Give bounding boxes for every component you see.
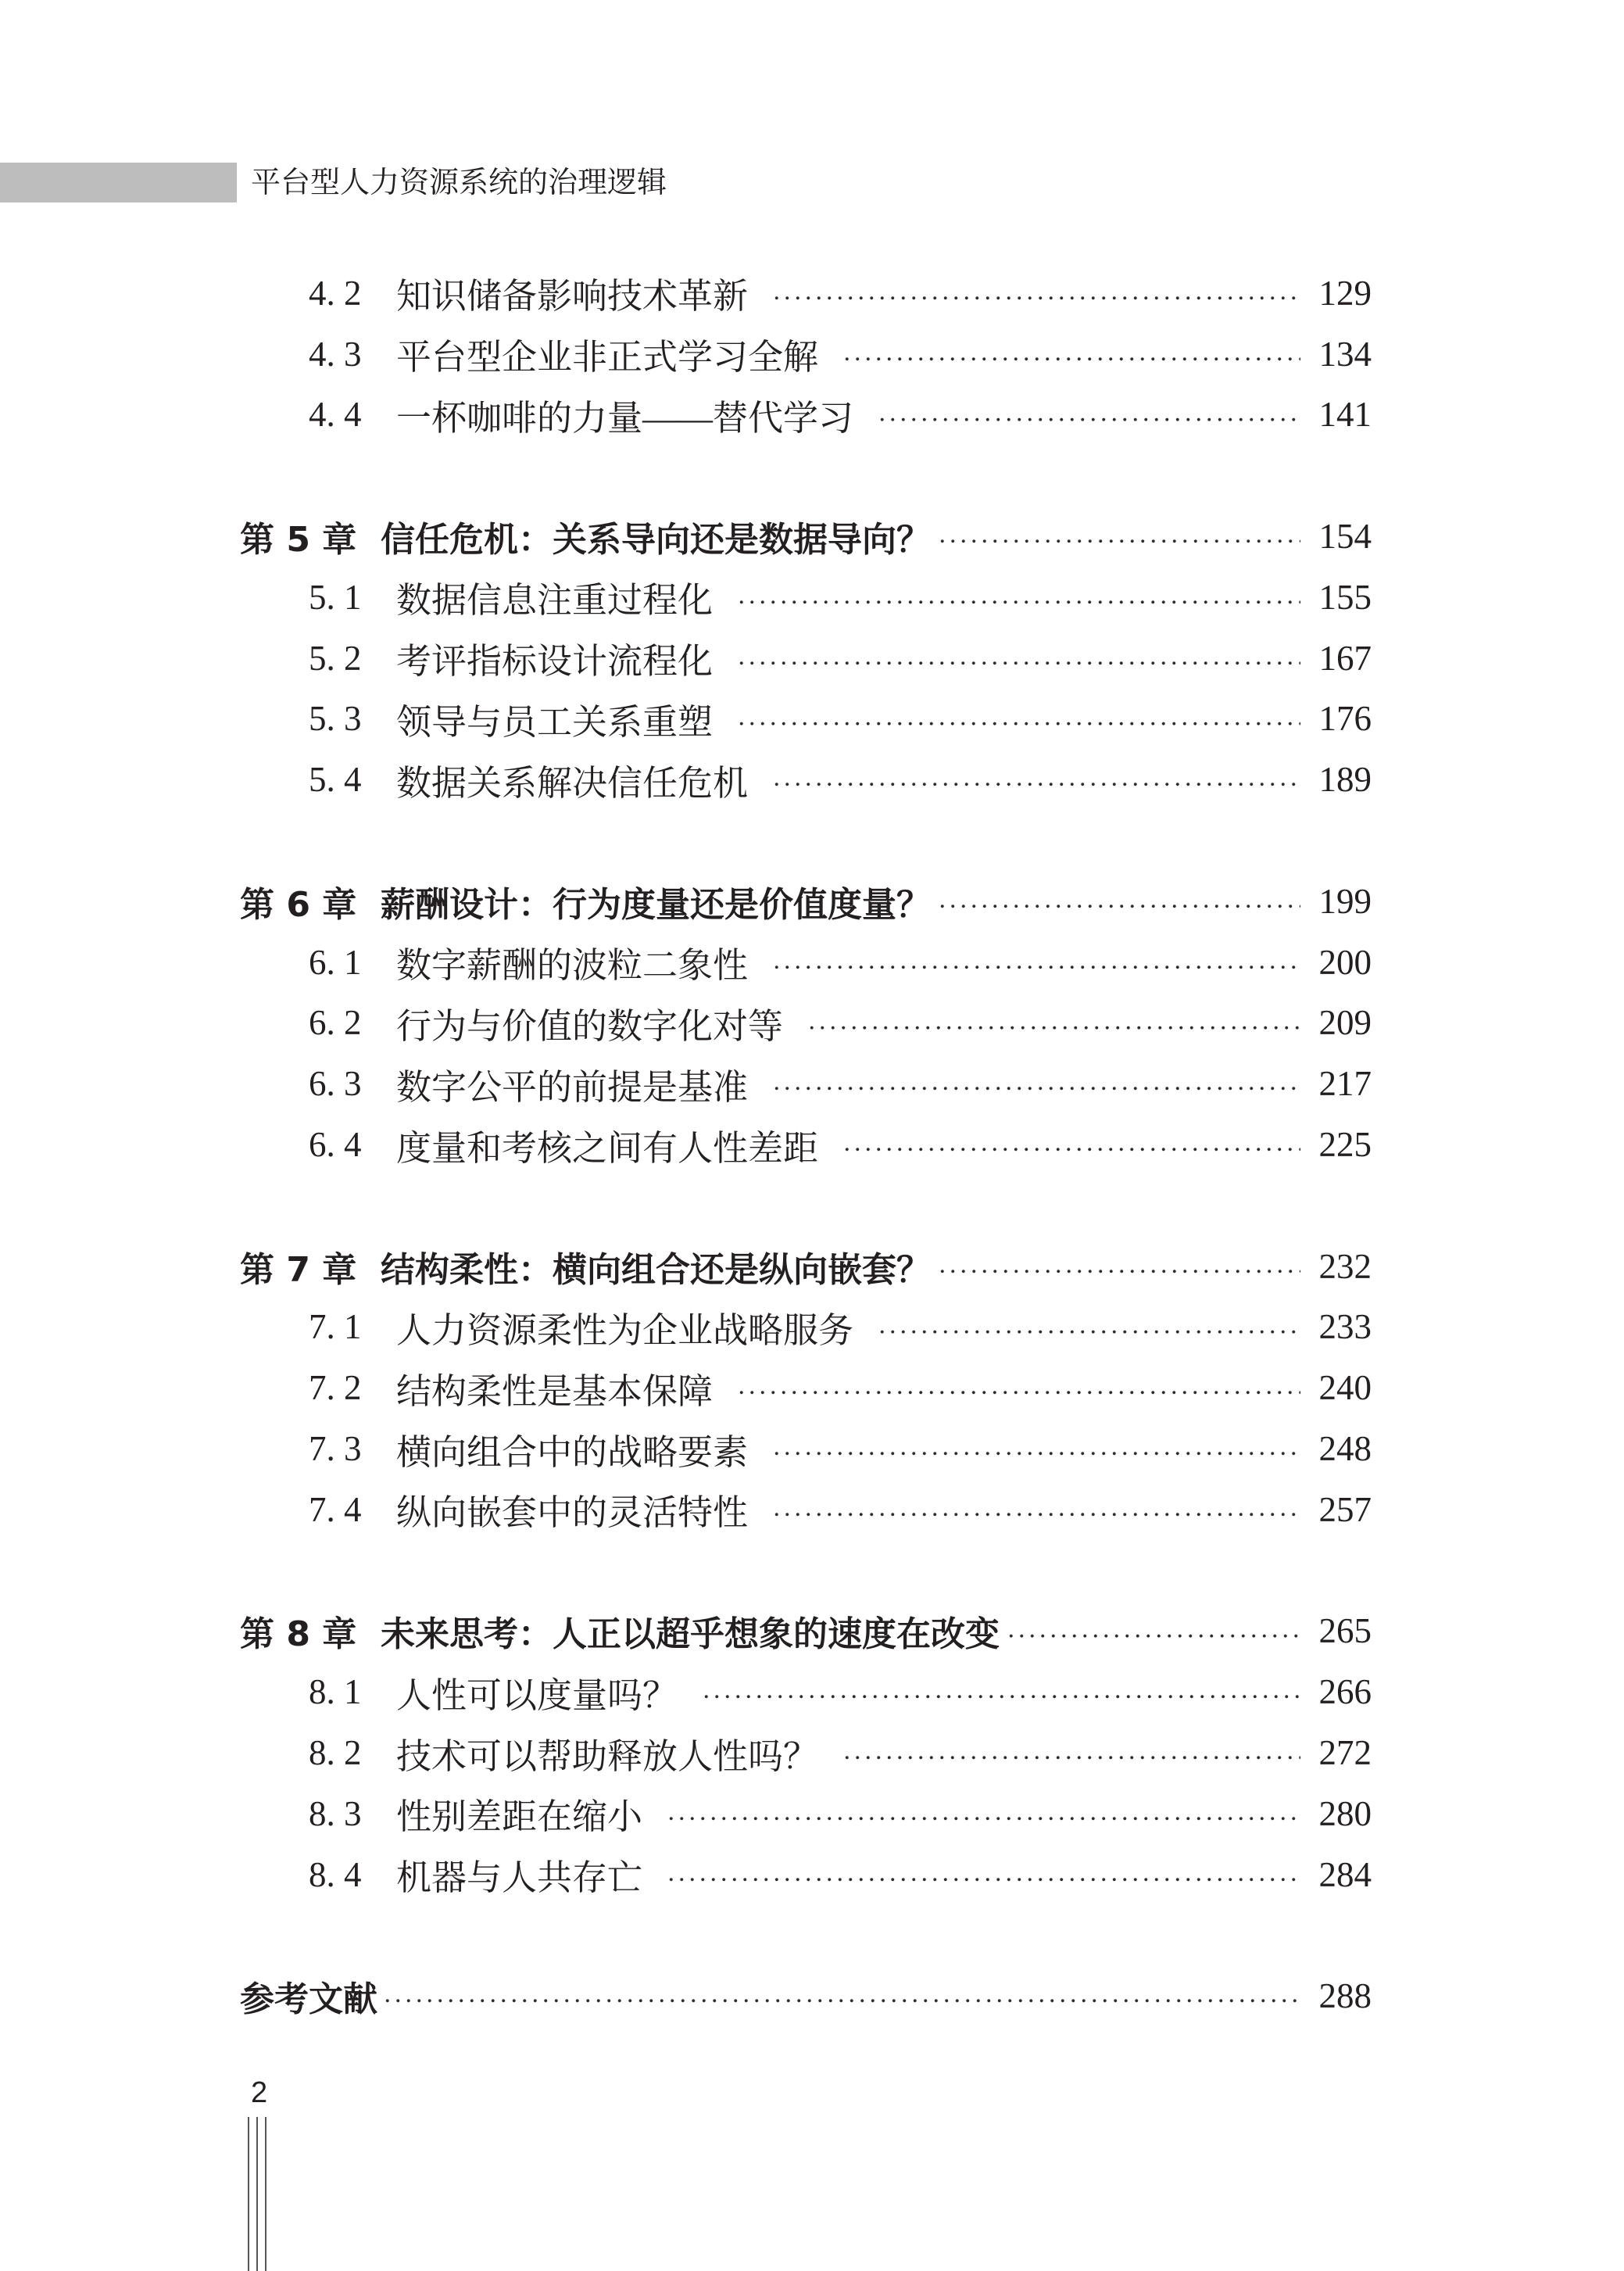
section-title: 人性可以度量吗？ [396, 1675, 678, 1715]
section-number: 7. 2 [309, 1368, 362, 1408]
dot-leader [842, 1722, 1300, 1783]
toc-entry-7-4 [0, 1479, 1372, 1540]
section-number: 6. 3 [309, 1064, 362, 1104]
dot-leader [736, 628, 1300, 689]
toc-entry-8-3 [0, 1783, 1372, 1844]
toc-entry-5-4 [0, 749, 1372, 810]
toc-chapter-7 [0, 1236, 1372, 1297]
dot-leader [771, 1053, 1300, 1114]
page-number: 257 [1318, 1489, 1372, 1529]
page-number: 199 [1318, 881, 1372, 921]
section-number: 4. 3 [309, 334, 362, 374]
toc-group-chapter-4-continued [0, 263, 1372, 445]
dot-leader [701, 1661, 1300, 1722]
chapter-label: 第 7 章 [240, 1249, 357, 1290]
section-number: 5. 1 [309, 577, 362, 617]
section-title: 纵向嵌套中的灵活特性 [396, 1493, 749, 1533]
page-number: 248 [1318, 1429, 1372, 1469]
page-number: 200 [1318, 942, 1372, 982]
dot-leader [771, 263, 1300, 324]
section-number: 6. 2 [309, 1003, 362, 1043]
edge-line-decoration [248, 2117, 249, 2271]
toc-entry-4-2 [0, 263, 1372, 324]
dot-leader [771, 932, 1300, 993]
dot-leader [771, 1418, 1300, 1479]
page-number: 280 [1318, 1793, 1372, 1833]
section-number: 7. 3 [309, 1429, 362, 1469]
toc-entry-8-4 [0, 1844, 1372, 1905]
chapter-label: 第 5 章 [240, 520, 357, 561]
dot-leader [771, 1479, 1300, 1540]
running-title: 平台型人力资源系统的治理逻辑 [251, 165, 667, 199]
section-title: 数字公平的前提是基准 [396, 1067, 749, 1107]
dot-leader [877, 385, 1300, 446]
page-number: 129 [1318, 273, 1372, 313]
page-number: 232 [1318, 1246, 1372, 1286]
page-number: 167 [1318, 638, 1372, 678]
toc-entry-8-1 [0, 1661, 1372, 1722]
edge-line-decoration [256, 2117, 258, 2271]
dot-leader [937, 871, 1300, 932]
section-title: 数字薪酬的波粒二象性 [396, 946, 749, 986]
section-title: 度量和考核之间有人性差距 [396, 1128, 819, 1168]
section-number: 4. 4 [309, 395, 362, 435]
toc-entry-7-3 [0, 1418, 1372, 1479]
toc-entry-5-3 [0, 689, 1372, 750]
chapter-title: 未来思考：人正以超乎想象的速度在改变 [381, 1614, 1000, 1655]
dot-leader [807, 993, 1300, 1054]
page-number: 288 [1318, 1976, 1372, 2016]
dot-leader [937, 506, 1300, 567]
toc-chapter-6 [0, 871, 1372, 932]
chapter-label: 第 8 章 [240, 1614, 357, 1655]
page-number: 272 [1318, 1733, 1372, 1773]
section-title: 数据信息注重过程化 [396, 581, 714, 621]
section-title: 平台型企业非正式学习全解 [396, 338, 819, 378]
section-title: 行为与价值的数字化对等 [396, 1006, 784, 1046]
page-number: 284 [1318, 1854, 1372, 1894]
dot-leader [666, 1783, 1300, 1844]
toc-entry-8-2 [0, 1722, 1372, 1783]
page-number: 225 [1318, 1125, 1372, 1165]
dot-leader [736, 1357, 1300, 1418]
chapter-title: 薪酬设计：行为度量还是价值度量？ [381, 884, 931, 925]
page-number: 217 [1318, 1064, 1372, 1104]
page-number: 189 [1318, 760, 1372, 800]
page-number: 266 [1318, 1672, 1372, 1712]
page-number: 233 [1318, 1307, 1372, 1347]
dot-leader [771, 749, 1300, 810]
toc-group-chapter-7 [0, 1236, 1372, 1540]
section-title: 考评指标设计流程化 [396, 642, 714, 682]
page-number: 154 [1318, 517, 1372, 557]
page-number: 265 [1318, 1611, 1372, 1651]
toc-entry-5-1 [0, 567, 1372, 628]
section-number: 8. 3 [309, 1793, 362, 1833]
section-number: 8. 2 [309, 1733, 362, 1773]
section-title: 结构柔性是基本保障 [396, 1371, 714, 1411]
dot-leader [842, 1114, 1300, 1175]
dot-leader [666, 1844, 1300, 1905]
page-number: 209 [1318, 1003, 1372, 1043]
toc-entry-6-4 [0, 1114, 1372, 1175]
dot-leader [736, 567, 1300, 628]
section-number: 8. 4 [309, 1854, 362, 1894]
toc-entry-7-2 [0, 1357, 1372, 1418]
toc-chapter-8 [0, 1601, 1372, 1662]
section-title: 性别差距在缩小 [396, 1797, 643, 1837]
toc-entry-6-2 [0, 993, 1372, 1054]
section-number: 5. 2 [309, 638, 362, 678]
chapter-label: 第 6 章 [240, 884, 357, 925]
table-of-contents [0, 263, 1372, 2026]
page-number: 240 [1318, 1368, 1372, 1408]
page-number: 134 [1318, 334, 1372, 374]
section-number: 7. 4 [309, 1489, 362, 1529]
dot-leader [937, 1236, 1300, 1297]
chapter-title: 结构柔性：横向组合还是纵向嵌套？ [381, 1249, 931, 1290]
toc-references [0, 1965, 1372, 2026]
toc-entry-6-1 [0, 932, 1372, 993]
section-title: 领导与员工关系重塑 [396, 702, 714, 742]
toc-entry-5-2 [0, 628, 1372, 689]
toc-chapter-5 [0, 506, 1372, 567]
page-number: 155 [1318, 577, 1372, 617]
section-number: 7. 1 [309, 1307, 362, 1347]
section-title: 人力资源柔性为企业战略服务 [396, 1310, 854, 1350]
section-title: 知识储备影响技术革新 [396, 277, 749, 317]
dot-leader [1006, 1601, 1300, 1662]
page-number: 141 [1318, 395, 1372, 435]
section-number: 5. 3 [309, 699, 362, 739]
toc-group-chapter-5 [0, 506, 1372, 810]
toc-entry-4-4 [0, 385, 1372, 446]
section-number: 6. 4 [309, 1125, 362, 1165]
toc-entry-6-3 [0, 1053, 1372, 1114]
section-number: 5. 4 [309, 760, 362, 800]
dot-leader [842, 324, 1300, 385]
section-title: 技术可以帮助释放人性吗？ [396, 1736, 819, 1776]
section-title: 机器与人共存亡 [396, 1858, 643, 1898]
chapter-title: 信任危机：关系导向还是数据导向？ [381, 520, 931, 561]
header-gray-bar [0, 163, 237, 202]
section-number: 6. 1 [309, 942, 362, 982]
section-title: 数据关系解决信任危机 [396, 763, 749, 803]
toc-entry-4-3 [0, 324, 1372, 385]
dot-leader [736, 689, 1300, 750]
dot-leader [382, 1965, 1300, 2026]
section-number: 4. 2 [309, 273, 362, 313]
section-title: 横向组合中的战略要素 [396, 1432, 749, 1472]
toc-group-references [0, 1965, 1372, 2026]
page-number: 176 [1318, 699, 1372, 739]
section-number: 8. 1 [309, 1672, 362, 1712]
dot-leader [877, 1297, 1300, 1358]
toc-group-chapter-8 [0, 1601, 1372, 1905]
toc-entry-7-1 [0, 1297, 1372, 1358]
section-title: 一杯咖啡的力量——替代学习 [396, 398, 854, 438]
references-title: 参考文献 [240, 1979, 377, 2020]
folio-page-number: 2 [251, 2076, 268, 2109]
toc-group-chapter-6 [0, 871, 1372, 1175]
edge-line-decoration [265, 2117, 266, 2271]
